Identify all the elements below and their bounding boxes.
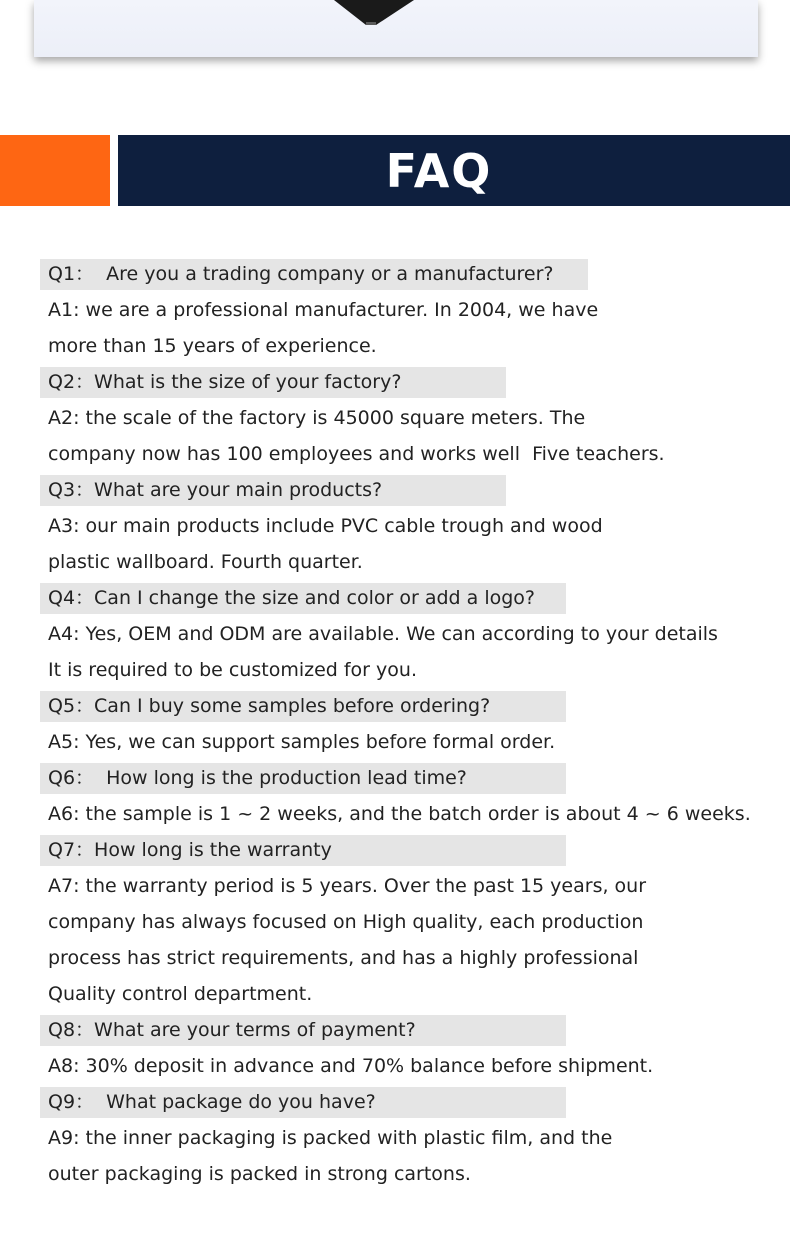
faq-answer-line: more than 15 years of experience.: [48, 335, 377, 357]
faq-answer: [40, 400, 740, 472]
faq-answer-line: It is required to be customized for you.: [48, 659, 417, 681]
faq-item: [40, 475, 740, 580]
product-image-card: [34, 0, 758, 57]
faq-item: [40, 763, 751, 832]
faq-answer-line: A1: we are a professional manufacturer. In 2004, we have: [48, 299, 599, 321]
faq-question: Q5：Can I buy some samples before ordering?: [40, 691, 566, 722]
faq-title: FAQ: [385, 143, 493, 198]
faq-item: [40, 691, 740, 760]
faq-answer-line: A6: the sample is 1 ~ 2 weeks, and the batch order is about 4 ~ 6 weeks.: [48, 803, 751, 825]
faq-question: Q4：Can I change the size and color or add a logo?: [40, 583, 566, 614]
faq-item: [40, 835, 740, 1012]
faq-answer: [40, 292, 740, 364]
faq-question: Q6： How long is the production lead time?: [40, 763, 566, 794]
faq-question: Q1： Are you a trading company or a manufacturer?: [40, 259, 588, 290]
faq-answer-line: A8: 30% deposit in advance and 70% balance before shipment.: [48, 1055, 654, 1077]
faq-answer-line: A9: the inner packaging is packed with plastic film, and the: [48, 1127, 613, 1149]
faq-item: [40, 367, 740, 472]
faq-answer-line: Quality control department.: [48, 983, 313, 1005]
faq-accent-block: [0, 135, 110, 206]
faq-question: Q7：How long is the warranty: [40, 835, 566, 866]
faq-banner: [118, 135, 790, 206]
faq-question: Q2：What is the size of your factory?: [40, 367, 506, 398]
faq-list: [40, 256, 751, 1192]
faq-item: [40, 583, 740, 688]
faq-answer: [40, 616, 740, 688]
faq-answer-line: process has strict requirements, and has a highly professional: [48, 947, 639, 969]
faq-item: [40, 1015, 740, 1084]
faq-question: Q9： What package do you have?: [40, 1087, 566, 1118]
product-photo-icon: [314, 0, 434, 26]
faq-answer-line: outer packaging is packed in strong cartons.: [48, 1163, 471, 1185]
faq-item: [40, 259, 740, 364]
faq-answer-line: A5: Yes, we can support samples before formal order.: [48, 731, 556, 753]
faq-answer-line: A2: the scale of the factory is 45000 square meters. The: [48, 407, 586, 429]
faq-question: Q3：What are your main products?: [40, 475, 506, 506]
faq-item: [40, 1087, 740, 1192]
faq-answer-line: company now has 100 employees and works well Five teachers.: [48, 443, 665, 465]
faq-question: Q8：What are your terms of payment?: [40, 1015, 566, 1046]
faq-answer: [40, 1120, 740, 1192]
faq-answer: [40, 724, 740, 760]
faq-answer-line: A4: Yes, OEM and ODM are available. We can according to your details: [48, 623, 718, 645]
faq-answer: [40, 868, 740, 1012]
faq-answer-line: A7: the warranty period is 5 years. Over the past 15 years, our: [48, 875, 647, 897]
faq-answer: [40, 1048, 740, 1084]
faq-answer-line: company has always focused on High quality, each production: [48, 911, 644, 933]
faq-answer: [40, 508, 740, 580]
faq-answer-line: A3: our main products include PVC cable trough and wood: [48, 515, 603, 537]
faq-answer-line: plastic wallboard. Fourth quarter.: [48, 551, 363, 573]
faq-answer: [40, 796, 751, 832]
